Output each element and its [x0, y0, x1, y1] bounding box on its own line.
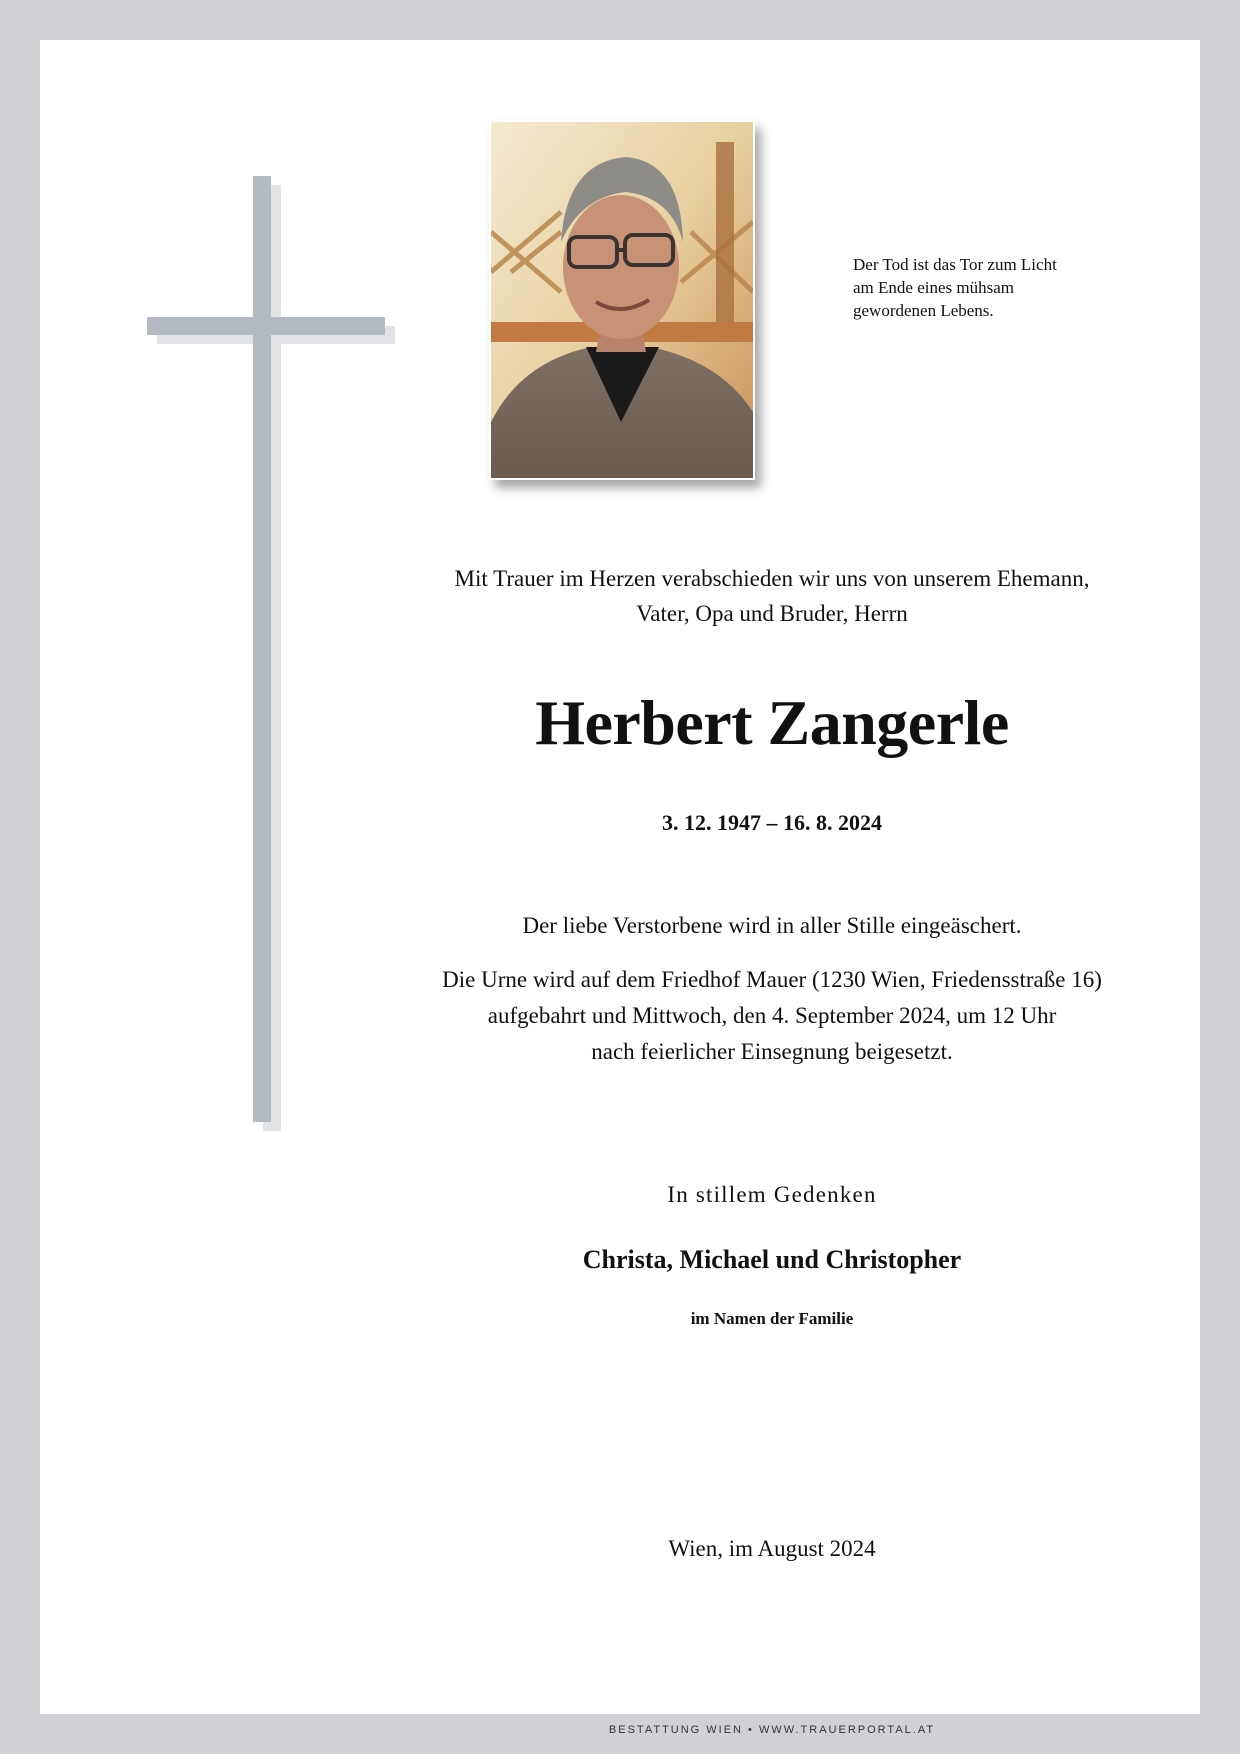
intro-line: Mit Trauer im Herzen verabschieden wir uns von unserem Ehemann,	[454, 566, 1090, 591]
deceased-name: Herbert Zangerle	[535, 687, 1009, 758]
urn-notice	[340, 962, 1204, 1070]
quote-line: am Ende eines mühsam	[853, 278, 1014, 297]
urn-notice-line: aufgebahrt und Mittwoch, den 4. September 2024, um 12 Uhr	[487, 1003, 1057, 1028]
cross-icon-horizontal	[147, 317, 385, 335]
obituary-sheet	[40, 40, 1200, 1736]
memory-heading: In stillem Gedenken	[667, 1182, 877, 1207]
urn-notice-line: Die Urne wird auf dem Friedhof Mauer (1230 Wien, Friedensstraße 16)	[442, 967, 1102, 992]
family-subtitle: im Namen der Familie	[690, 1309, 854, 1328]
urn-notice-line: nach feierlicher Einsegnung beigesetzt.	[591, 1039, 953, 1064]
quote	[853, 253, 1133, 322]
portrait-photo	[489, 120, 755, 480]
family-names: Christa, Michael und Christopher	[582, 1245, 962, 1274]
quote-line: gewordenen Lebens.	[853, 301, 994, 320]
life-dates: 3. 12. 1947 – 16. 8. 2024	[662, 810, 882, 835]
place-date: Wien, im August 2024	[668, 1536, 876, 1561]
footer-credit: BESTATTUNG WIEN • WWW.TRAUERPORTAL.AT	[608, 1724, 936, 1736]
quote-line: Der Tod ist das Tor zum Licht	[853, 255, 1057, 274]
intro-line: Vater, Opa und Bruder, Herrn	[636, 601, 908, 626]
cremation-notice: Der liebe Verstorbene wird in aller Stille eingeäschert.	[522, 913, 1022, 938]
intro-text	[340, 561, 1204, 631]
